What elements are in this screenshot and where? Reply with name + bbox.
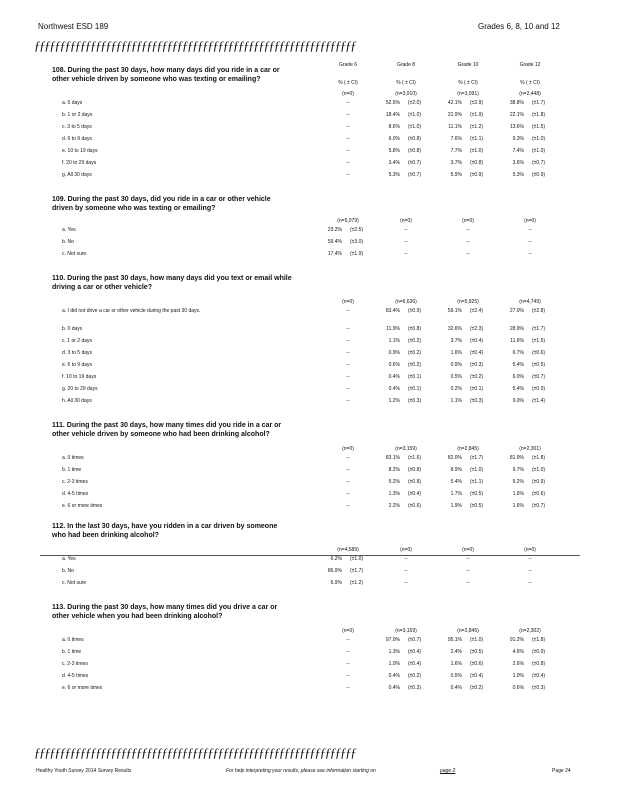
percent-value: --: [346, 455, 350, 461]
confidence-interval: (±0.9): [532, 386, 546, 392]
column-header-grade: [438, 62, 498, 86]
percent-value: --: [528, 568, 532, 574]
sample-size-label: (n=2,448): [519, 91, 541, 97]
confidence-interval: (±0.4): [408, 649, 422, 655]
confidence-interval: (±1.5): [532, 124, 546, 130]
footer-survey-name: Healthy Youth Survey 2014 Survey Results: [36, 768, 132, 774]
sample-size-label: (n=2,302): [519, 628, 541, 634]
percent-value: 0.4%: [388, 386, 400, 392]
answer-option-label: d. 4-5 times: [62, 491, 89, 497]
percent-value: --: [346, 362, 350, 368]
footer-help-text: For help interpreting your results, please see information starting on: [226, 768, 376, 774]
confidence-interval: (±1.2): [350, 580, 364, 586]
percent-value: 8.6%: [388, 124, 400, 130]
confidence-interval: (±1.8): [532, 455, 546, 461]
answer-option-label: b. 1 time: [62, 467, 82, 473]
percent-value: 9.3%: [512, 136, 524, 142]
percent-value: 1.3%: [388, 649, 400, 655]
confidence-interval: (±1.7): [532, 326, 546, 332]
answer-option-label: b. No: [62, 568, 74, 574]
percent-value: 27.0%: [509, 308, 524, 314]
confidence-interval: (±0.3): [470, 362, 484, 368]
sample-size-label: (n=2,845): [457, 446, 479, 452]
confidence-interval: (±1.7): [470, 455, 484, 461]
percent-value: 21.9%: [447, 112, 462, 118]
confidence-interval: (±0.9): [532, 172, 546, 178]
confidence-interval: (±0.8): [408, 136, 422, 142]
percent-value: 13.6%: [509, 124, 524, 130]
unit-label: % ( ± CI): [458, 80, 478, 86]
percent-value: --: [466, 568, 470, 574]
percent-value: --: [346, 386, 350, 392]
percent-value: 42.1%: [447, 100, 462, 106]
percent-value: 0.4%: [388, 685, 400, 691]
confidence-interval: (±1.0): [470, 148, 484, 154]
percent-value: 28.9%: [509, 326, 524, 332]
confidence-interval: (±2.3): [470, 326, 484, 332]
percent-value: --: [346, 661, 350, 667]
percent-value: 0.2%: [450, 386, 462, 392]
confidence-interval: (±0.7): [408, 172, 422, 178]
confidence-interval: (±1.1): [470, 479, 484, 485]
confidence-interval: (±0.6): [408, 503, 422, 509]
percent-value: 1.2%: [388, 398, 400, 404]
confidence-interval: (±0.4): [408, 491, 422, 497]
confidence-interval: (±0.1): [408, 374, 422, 380]
divider: [40, 555, 580, 556]
confidence-interval: (±1.1): [470, 136, 484, 142]
sample-size-label: (n=3,091): [457, 91, 479, 97]
confidence-interval: (±0.9): [408, 308, 422, 314]
confidence-interval: (±0.4): [470, 673, 484, 679]
question-title: 113. During the past 30 days, how many times did you drive a car or other vehicle when you had been drinking alcohol?: [52, 604, 278, 620]
answer-option-label: b. 0 days: [62, 326, 83, 332]
answer-option-label: e. 6 or more times: [62, 685, 103, 691]
top-ornament-line: ƒƒƒƒƒƒƒƒƒƒƒƒƒƒƒƒƒƒƒƒƒƒƒƒƒƒƒƒƒƒƒƒƒƒƒƒƒƒƒƒƒƒƒƒƒƒƒƒƒƒƒƒƒƒƒƒƒƒƒƒƒƒƒ: [34, 38, 356, 52]
percent-value: 38.8%: [509, 100, 524, 106]
sample-size-label: (n=5,925): [457, 299, 479, 305]
percent-value: 22.1%: [509, 112, 524, 118]
answer-option-label: f. 20 to 29 days: [62, 160, 97, 166]
confidence-interval: (±0.8): [408, 467, 422, 473]
report-region-header: Northwest ESD 189: [38, 22, 109, 31]
percent-value: 2.4%: [450, 649, 462, 655]
confidence-interval: (±1.0): [350, 556, 364, 562]
percent-value: --: [404, 568, 408, 574]
percent-value: 9.7%: [512, 467, 524, 473]
grade-label: Grade 12: [519, 62, 541, 68]
percent-value: --: [346, 160, 350, 166]
confidence-interval: (±2.0): [408, 100, 422, 106]
confidence-interval: (±0.4): [532, 673, 546, 679]
answer-option-label: c. Not sure: [62, 251, 87, 257]
confidence-interval: (±0.4): [408, 661, 422, 667]
percent-value: 0.4%: [388, 374, 400, 380]
answer-option-label: d. 3 to 5 days: [62, 350, 93, 356]
confidence-interval: (±1.0): [532, 467, 546, 473]
percent-value: --: [346, 350, 350, 356]
percent-value: 2.2%: [388, 503, 400, 509]
percent-value: --: [404, 239, 408, 245]
confidence-interval: (±1.6): [408, 455, 422, 461]
percent-value: --: [346, 112, 350, 118]
column-header-grade: [500, 62, 560, 86]
percent-value: 1.7%: [450, 491, 462, 497]
confidence-interval: (±0.5): [470, 503, 484, 509]
percent-value: --: [346, 673, 350, 679]
percent-value: 5.8%: [388, 148, 400, 154]
answer-option-label: d. 6 to 9 days: [62, 136, 93, 142]
percent-value: 6.0%: [388, 136, 400, 142]
column-header-grade: [318, 62, 378, 86]
confidence-interval: (±3.0): [350, 239, 364, 245]
percent-value: 0.9%: [388, 350, 400, 356]
percent-value: --: [346, 338, 350, 344]
percent-value: 0.6%: [388, 362, 400, 368]
answer-option-label: g. All 30 days: [62, 172, 92, 178]
grade-label: Grade 6: [338, 62, 358, 68]
percent-value: 0.4%: [450, 685, 462, 691]
confidence-interval: (±2.4): [470, 308, 484, 314]
answer-option-label: c. 1 or 2 days: [62, 338, 93, 344]
question-title: 110. During the past 30 days, how many days did you text or email while driving a car or other vehicle?: [52, 275, 292, 291]
percent-value: 32.6%: [447, 326, 462, 332]
confidence-interval: (±1.5): [532, 338, 546, 344]
confidence-interval: (±0.9): [532, 479, 546, 485]
percent-value: 1.1%: [450, 398, 462, 404]
sample-size-label: (n=0): [462, 547, 474, 553]
percent-value: 5.2%: [388, 479, 400, 485]
grade-label: Grade 8: [396, 62, 416, 68]
answer-option-label: a. 0 times: [62, 637, 84, 643]
percent-value: --: [404, 556, 408, 562]
confidence-interval: (±0.4): [470, 350, 484, 356]
confidence-interval: (±1.9): [470, 112, 484, 118]
percent-value: --: [528, 556, 532, 562]
sample-size-label: (n=4,589): [337, 547, 359, 553]
percent-value: 0.4%: [388, 673, 400, 679]
confidence-interval: (±0.7): [532, 160, 546, 166]
percent-value: 6.2%: [330, 556, 342, 562]
percent-value: 5.4%: [450, 479, 462, 485]
sample-size-label: (n=4,749): [519, 299, 541, 305]
percent-value: --: [466, 580, 470, 586]
confidence-interval: (±0.7): [408, 160, 422, 166]
percent-value: 5.2%: [512, 479, 524, 485]
answer-option-label: a. Yes: [62, 227, 76, 233]
confidence-interval: (±0.4): [470, 338, 484, 344]
percent-value: --: [404, 251, 408, 257]
percent-value: 1.3%: [388, 491, 400, 497]
percent-value: 59.1%: [447, 308, 462, 314]
confidence-interval: (±1.0): [470, 467, 484, 473]
question-title: 112. In the last 30 days, have you ridden in a car driven by someone who had been drinking alcohol?: [52, 523, 278, 539]
confidence-interval: (±0.3): [408, 685, 422, 691]
percent-value: --: [466, 251, 470, 257]
confidence-interval: (±0.1): [470, 386, 484, 392]
sample-size-label: (n=6,636): [395, 299, 417, 305]
confidence-interval: (±0.5): [470, 491, 484, 497]
percent-value: --: [528, 227, 532, 233]
percent-value: --: [346, 124, 350, 130]
percent-value: 59.4%: [327, 239, 342, 245]
sample-size-label: (n=2,301): [519, 446, 541, 452]
confidence-interval: (±1.4): [532, 398, 546, 404]
confidence-interval: (±0.5): [470, 649, 484, 655]
percent-value: 5.4%: [512, 386, 524, 392]
answer-option-label: a. 0 days: [62, 100, 83, 106]
percent-value: 8.2%: [388, 467, 400, 473]
question-title: 109. During the past 30 days, did you ride in a car or other vehicle driven by someone who was texting or emailing?: [52, 196, 271, 212]
percent-value: 23.2%: [327, 227, 342, 233]
answer-option-label: c. 3 to 5 days: [62, 124, 92, 130]
question-title: 108. During the past 30 days, how many days did you ride in a car or other vehicle driven by someone who was texting or emailing?: [52, 67, 280, 83]
percent-value: --: [346, 136, 350, 142]
percent-value: 7.7%: [450, 148, 462, 154]
confidence-interval: (±1.8): [532, 637, 546, 643]
percent-value: --: [528, 239, 532, 245]
percent-value: --: [346, 100, 350, 106]
percent-value: 17.4%: [327, 251, 342, 257]
sample-size-label: (n=0): [524, 547, 536, 553]
confidence-interval: (±0.8): [408, 148, 422, 154]
percent-value: --: [466, 239, 470, 245]
percent-value: 1.6%: [450, 661, 462, 667]
report-grades-header: Grades 6, 8, 10 and 12: [478, 22, 560, 31]
percent-value: --: [404, 580, 408, 586]
answer-option-label: c. 2-3 times: [62, 661, 88, 667]
answer-option-label: e. 10 to 19 days: [62, 148, 98, 154]
percent-value: 3.6%: [512, 160, 524, 166]
percent-value: 86.9%: [327, 568, 342, 574]
percent-value: --: [466, 227, 470, 233]
answer-option-label: e. 6 to 9 days: [62, 362, 93, 368]
answer-option-label: c. 2-3 times: [62, 479, 88, 485]
percent-value: --: [346, 308, 350, 314]
confidence-interval: (±1.0): [532, 148, 546, 154]
confidence-interval: (±0.7): [532, 374, 546, 380]
percent-value: 97.0%: [385, 637, 400, 643]
percent-value: --: [346, 479, 350, 485]
confidence-interval: (±1.0): [408, 124, 422, 130]
percent-value: 0.9%: [450, 362, 462, 368]
percent-value: 7.4%: [512, 148, 524, 154]
sample-size-label: (n=0): [342, 446, 354, 452]
sample-size-label: (n=0): [400, 547, 412, 553]
confidence-interval: (±0.8): [532, 661, 546, 667]
confidence-interval: (±1.7): [532, 100, 546, 106]
confidence-interval: (±1.0): [470, 637, 484, 643]
confidence-interval: (±0.1): [408, 386, 422, 392]
percent-value: --: [346, 374, 350, 380]
confidence-interval: (±0.6): [532, 350, 546, 356]
percent-value: 5.3%: [512, 172, 524, 178]
confidence-interval: (±0.2): [408, 350, 422, 356]
answer-option-label: f. 10 to 19 days: [62, 374, 97, 380]
confidence-interval: (±0.2): [408, 362, 422, 368]
confidence-interval: (±0.7): [408, 637, 422, 643]
percent-value: 83.1%: [385, 455, 400, 461]
confidence-interval: (±0.2): [408, 338, 422, 344]
unit-label: % ( ± CI): [396, 80, 416, 86]
answer-option-label: b. 1 or 2 days: [62, 112, 93, 118]
percent-value: --: [346, 503, 350, 509]
bottom-ornament-line: ƒƒƒƒƒƒƒƒƒƒƒƒƒƒƒƒƒƒƒƒƒƒƒƒƒƒƒƒƒƒƒƒƒƒƒƒƒƒƒƒƒƒƒƒƒƒƒƒƒƒƒƒƒƒƒƒƒƒƒƒƒƒƒ: [34, 745, 356, 759]
confidence-interval: (±0.2): [470, 685, 484, 691]
sample-size-label: (n=3,159): [395, 628, 417, 634]
percent-value: 83.4%: [385, 308, 400, 314]
answer-option-label: g. 20 to 29 days: [62, 386, 98, 392]
column-header-grade: [376, 62, 436, 86]
sample-size-label: (n=0): [524, 218, 536, 224]
sample-size-label: (n=5,079): [337, 218, 359, 224]
percent-value: 6.7%: [512, 350, 524, 356]
percent-value: 1.1%: [388, 338, 400, 344]
question-title: 111. During the past 30 days, how many times did you ride in a car or other vehicle driven by someone who had been drinking alcohol?: [52, 422, 282, 438]
percent-value: --: [346, 649, 350, 655]
confidence-interval: (±0.8): [408, 479, 422, 485]
percent-value: 1.6%: [512, 503, 524, 509]
percent-value: 5.4%: [512, 362, 524, 368]
unit-label: % ( ± CI): [520, 80, 540, 86]
percent-value: 82.0%: [447, 455, 462, 461]
percent-value: 4.6%: [512, 649, 524, 655]
sample-size-label: (n=2,845): [457, 628, 479, 634]
percent-value: 6.9%: [330, 580, 342, 586]
percent-value: 1.6%: [512, 491, 524, 497]
percent-value: 6.0%: [512, 374, 524, 380]
sample-size-label: (n=3,159): [395, 446, 417, 452]
confidence-interval: (±0.3): [408, 398, 422, 404]
percent-value: 11.1%: [448, 124, 462, 130]
percent-value: 0.5%: [450, 673, 462, 679]
percent-value: --: [346, 637, 350, 643]
percent-value: --: [466, 556, 470, 562]
percent-value: 3.4%: [388, 160, 400, 166]
confidence-interval: (±0.3): [470, 398, 484, 404]
percent-value: 5.3%: [388, 172, 400, 178]
percent-value: 0.5%: [450, 374, 462, 380]
confidence-interval: (±1.0): [408, 112, 422, 118]
confidence-interval: (±0.2): [470, 374, 484, 380]
percent-value: 0.6%: [512, 685, 524, 691]
confidence-interval: (±0.8): [408, 326, 422, 332]
confidence-interval: (±0.3): [532, 685, 546, 691]
confidence-interval: (±0.5): [532, 362, 546, 368]
confidence-interval: (±1.2): [470, 124, 484, 130]
percent-value: --: [346, 148, 350, 154]
percent-value: 3.7%: [450, 338, 462, 344]
percent-value: 81.9%: [509, 455, 524, 461]
answer-option-label: h. All 30 days: [62, 398, 92, 404]
confidence-interval: (±0.6): [532, 491, 546, 497]
percent-value: 91.2%: [509, 637, 524, 643]
percent-value: --: [346, 467, 350, 473]
sample-size-label: (n=0): [342, 299, 354, 305]
percent-value: 1.0%: [512, 673, 524, 679]
percent-value: 1.0%: [388, 661, 400, 667]
percent-value: --: [404, 227, 408, 233]
percent-value: 9.0%: [512, 398, 524, 404]
percent-value: 18.4%: [385, 112, 400, 118]
percent-value: 3.7%: [450, 160, 462, 166]
percent-value: 5.9%: [450, 172, 462, 178]
answer-option-label: d. 4-5 times: [62, 673, 89, 679]
confidence-interval: (±1.9): [350, 251, 364, 257]
percent-value: 7.6%: [450, 136, 462, 142]
percent-value: 8.9%: [450, 467, 462, 473]
percent-value: 11.9%: [386, 326, 400, 332]
confidence-interval: (±0.2): [408, 673, 422, 679]
confidence-interval: (±1.0): [532, 136, 546, 142]
footer-page-number: Page 24: [552, 768, 571, 774]
grade-label: Grade 10: [457, 62, 479, 68]
confidence-interval: (±0.7): [532, 503, 546, 509]
confidence-interval: (±2.9): [470, 100, 484, 106]
confidence-interval: (±2.8): [532, 308, 546, 314]
answer-option-label: c. Not sure: [62, 580, 87, 586]
percent-value: 1.9%: [450, 503, 462, 509]
percent-value: --: [346, 172, 350, 178]
percent-value: --: [346, 398, 350, 404]
confidence-interval: (±0.9): [470, 172, 484, 178]
percent-value: 11.6%: [510, 338, 524, 344]
answer-option-label: a. 0 times: [62, 455, 84, 461]
percent-value: --: [346, 326, 350, 332]
footer-page-link[interactable]: page 2: [440, 768, 456, 774]
answer-option-label: e. 6 or more times: [62, 503, 103, 509]
confidence-interval: (±2.5): [350, 227, 364, 233]
percent-value: 1.6%: [450, 350, 462, 356]
percent-value: 52.5%: [385, 100, 400, 106]
percent-value: --: [346, 491, 350, 497]
percent-value: --: [346, 685, 350, 691]
confidence-interval: (±0.6): [470, 661, 484, 667]
percent-value: --: [528, 251, 532, 257]
unit-label: % ( ± CI): [338, 80, 358, 86]
percent-value: 2.6%: [512, 661, 524, 667]
answer-option-label: b. No: [62, 239, 74, 245]
percent-value: 95.1%: [447, 637, 462, 643]
sample-size-label: (n=0): [400, 218, 412, 224]
answer-option-label: a. I did not drive a car or other vehicle during the past 30 days.: [62, 308, 201, 314]
sample-size-label: (n=0): [342, 628, 354, 634]
confidence-interval: (±1.8): [532, 112, 546, 118]
confidence-interval: (±1.7): [350, 568, 364, 574]
percent-value: --: [528, 580, 532, 586]
answer-option-label: a. Yes: [62, 556, 76, 562]
sample-size-label: (n=0): [342, 91, 354, 97]
sample-size-label: (n=0): [462, 218, 474, 224]
answer-option-label: b. 1 time: [62, 649, 82, 655]
sample-size-label: (n=3,910): [395, 91, 417, 97]
confidence-interval: (±0.9): [532, 649, 546, 655]
confidence-interval: (±0.8): [470, 160, 484, 166]
